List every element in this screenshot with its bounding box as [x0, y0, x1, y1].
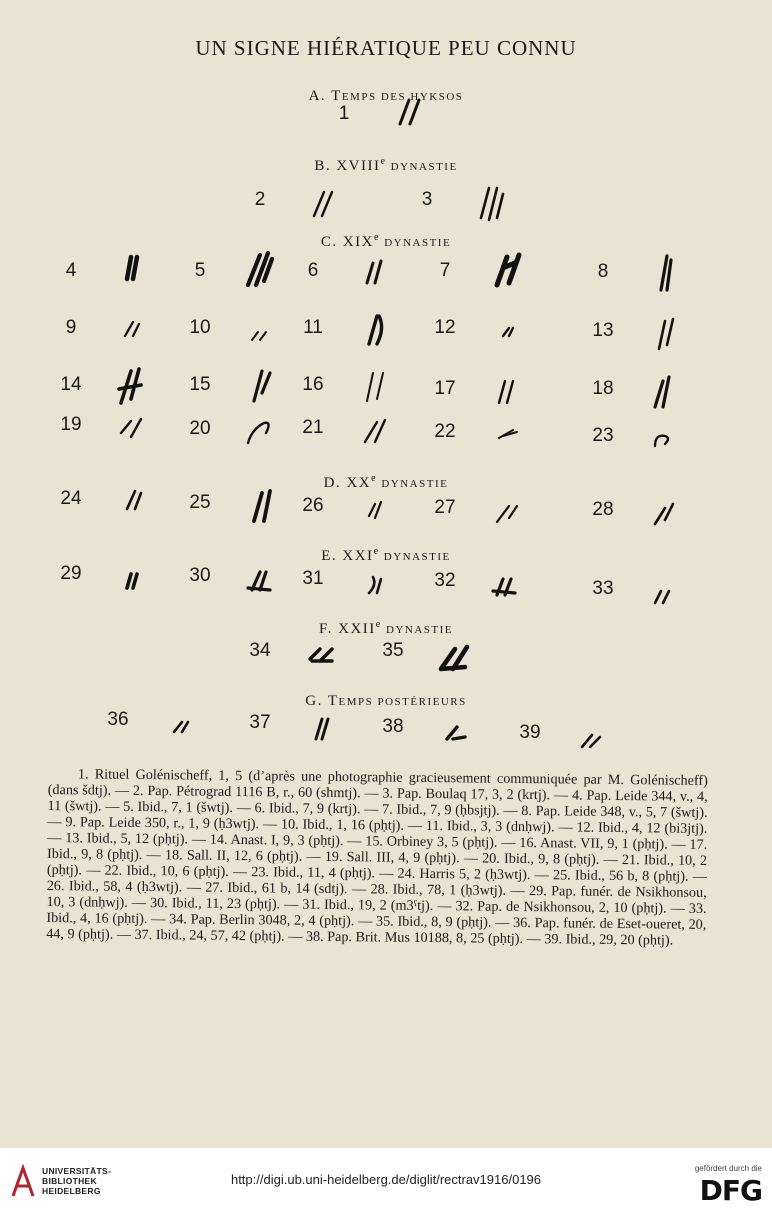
hieratic-stroke — [369, 316, 382, 344]
hieratic-sign-icon — [641, 484, 685, 532]
hieratic-sign-icon — [298, 697, 342, 745]
permalink[interactable]: http://digi.ub.uni-heidelberg.de/diglit/rectrav1916/0196 — [230, 1172, 542, 1187]
hieratic-stroke — [316, 719, 328, 739]
section-label-rest: YKSOS — [419, 91, 464, 103]
sign-number: 9 — [65, 317, 77, 338]
hieratic-sign-icon — [109, 399, 153, 447]
hieratic-sign-icon — [641, 410, 685, 458]
sign-number: 1 — [338, 103, 350, 124]
hieratic-sign-icon — [238, 245, 282, 293]
hieratic-stroke — [655, 377, 669, 407]
funder-label: gefördert durch die — [694, 1164, 762, 1173]
hieratic-stroke — [369, 502, 381, 518]
section-superscript: e — [373, 546, 380, 557]
section-label: DYNASTIE — [379, 237, 452, 249]
hieratic-stroke — [127, 257, 137, 279]
sign-number: 16 — [302, 374, 324, 395]
hieratic-stroke — [582, 735, 600, 747]
hieratic-stroke — [127, 574, 137, 588]
sign-number: 36 — [107, 709, 129, 730]
hieratic-sign-icon — [465, 174, 509, 222]
sign-number: 25 — [189, 492, 211, 513]
hieratic-sign-icon — [156, 694, 200, 742]
hieratic-sign-icon — [483, 245, 527, 293]
sign-number: 28 — [592, 499, 614, 520]
section-label: DYNASTIE — [386, 161, 458, 173]
hieratic-sign-icon — [238, 302, 282, 350]
section-heading: C. XIXe DYNASTIE — [320, 232, 452, 250]
hieratic-stroke — [314, 192, 332, 216]
section-label-initial: H — [410, 91, 420, 103]
hieratic-sign-icon — [483, 555, 527, 603]
hieratic-sign-icon — [298, 625, 342, 673]
sign-number: 30 — [189, 565, 211, 586]
hieratic-sign-icon — [238, 550, 282, 598]
sign-number: 20 — [189, 418, 211, 439]
sign-number: 17 — [434, 378, 456, 399]
sign-number: 2 — [254, 189, 266, 210]
sign-number: 15 — [189, 374, 211, 395]
hieratic-stroke — [503, 328, 513, 336]
sign-number: 32 — [434, 570, 456, 591]
hieratic-stroke — [447, 727, 465, 739]
sign-number: 3 — [421, 189, 433, 210]
sign-number: 24 — [60, 488, 82, 509]
section-label-initial: D — [380, 91, 391, 103]
hieratic-stroke — [310, 649, 332, 661]
hieratic-sign-icon — [351, 402, 395, 450]
hieratic-sign-icon — [238, 477, 282, 525]
sign-number: 18 — [592, 378, 614, 399]
sign-number: 6 — [307, 260, 319, 281]
section-label-initial: P — [377, 696, 386, 708]
hieratic-sign-icon — [238, 359, 282, 407]
hieratic-stroke — [119, 369, 141, 403]
hieratic-stroke — [655, 436, 668, 446]
sign-number: 11 — [303, 317, 323, 338]
hieratic-stroke — [127, 491, 141, 509]
hieratic-sign-icon — [483, 302, 527, 350]
hieratic-stroke — [254, 491, 270, 521]
hieratic-sign-icon — [351, 480, 395, 528]
section-label-initial: T — [331, 88, 342, 104]
sign-number: 29 — [60, 563, 82, 584]
hieratic-stroke — [659, 319, 673, 349]
section-label: DYNASTIE — [379, 551, 451, 563]
sign-number: 14 — [60, 374, 82, 395]
section-heading: G. TEMPS POSTÉRIEURS — [305, 693, 467, 709]
hieratic-sign-icon — [382, 88, 426, 136]
hieratic-stroke — [174, 722, 188, 732]
hieratic-stroke — [497, 255, 519, 285]
hieratic-sign-icon — [431, 701, 475, 749]
section-heading: A. TEMPS DES HYKSOS — [308, 88, 464, 104]
hieratic-sign-icon — [109, 245, 153, 293]
section-label: DYNASTIE — [381, 624, 453, 636]
section-superscript: e — [380, 156, 387, 167]
dfg-logo: DFG — [699, 1174, 762, 1207]
section-label-initial: T — [327, 693, 339, 709]
sign-number: 12 — [434, 317, 456, 338]
library-name: UNIVERSITÄTS- BIBLIOTHEK HEIDELBERG — [42, 1166, 112, 1196]
viewer-footer — [0, 1148, 772, 1214]
hieratic-sign-icon — [298, 174, 342, 222]
sign-number: 23 — [592, 425, 614, 446]
sign-number: 21 — [302, 417, 324, 438]
hieratic-stroke — [499, 430, 517, 438]
section-heading: B. XVIIIe DYNASTIE — [314, 156, 458, 174]
sign-number: 5 — [194, 260, 206, 281]
hieratic-sign-icon — [351, 553, 395, 601]
hieratic-stroke — [369, 577, 381, 593]
sign-number: 8 — [597, 261, 609, 282]
section-heading: D. XXe DYNASTIE — [323, 473, 449, 491]
sign-number: 4 — [65, 260, 77, 281]
hieratic-sign-icon — [568, 707, 612, 755]
hieratic-stroke — [254, 371, 270, 401]
hieratic-sign-icon — [109, 302, 153, 350]
section-label-rest: EMPS — [341, 91, 381, 103]
section-label-rest: OSTÉRIEURS — [385, 696, 467, 708]
sign-number: 37 — [249, 712, 271, 733]
page-title: UN SIGNE HIÉRATIQUE PEU CONNU — [195, 36, 577, 60]
hieratic-stroke — [481, 188, 503, 220]
hieratic-stroke — [367, 373, 383, 401]
hieratic-stroke — [367, 261, 381, 283]
section-label-rest: ES — [390, 91, 411, 103]
hieratic-sign-icon — [641, 563, 685, 611]
hieratic-stroke — [493, 579, 515, 595]
hieratic-sign-icon — [351, 302, 395, 350]
hieratic-sign-icon — [238, 403, 282, 451]
sign-number: 35 — [382, 640, 404, 661]
hieratic-stroke — [655, 591, 669, 603]
hieratic-stroke — [661, 256, 671, 290]
hieratic-sign-icon — [109, 548, 153, 596]
section-label: DYNASTIE — [377, 478, 449, 490]
hieratic-stroke — [497, 506, 517, 522]
section-superscript: e — [371, 473, 378, 484]
hieratic-stroke — [400, 100, 419, 124]
hieratic-stroke — [248, 423, 269, 443]
section-heading: F. XXIIe DYNASTIE — [319, 619, 453, 637]
sign-number: 7 — [439, 260, 451, 281]
hieratic-stroke — [248, 253, 272, 285]
section-label-rest: EMPS — [338, 696, 378, 708]
hieratic-stroke — [252, 332, 266, 340]
hieratic-sign-icon — [483, 406, 527, 454]
sign-number: 19 — [60, 414, 82, 435]
sign-number: 26 — [302, 495, 324, 516]
hieratic-stroke — [499, 381, 513, 403]
hieratic-stroke — [121, 419, 141, 437]
section-superscript: e — [373, 232, 380, 243]
hieratic-stroke — [365, 420, 385, 442]
hieratic-sign-icon — [109, 473, 153, 521]
hieratic-stroke — [441, 647, 467, 669]
hieratic-stroke — [655, 504, 673, 524]
hieratic-sign-icon — [351, 359, 395, 407]
sign-number: 31 — [302, 568, 324, 589]
footnotes — [46, 766, 708, 949]
sign-number: 34 — [249, 640, 271, 661]
sign-number: 27 — [434, 497, 456, 518]
hieratic-sign-icon — [483, 363, 527, 411]
sign-number: 10 — [189, 317, 211, 338]
hieratic-sign-icon — [641, 363, 685, 411]
hieratic-stroke — [248, 572, 270, 590]
section-superscript: e — [375, 619, 382, 630]
hieratic-sign-icon — [483, 482, 527, 530]
sign-number: 38 — [382, 716, 404, 737]
sign-number: 39 — [519, 722, 541, 743]
section-heading: E. XXIe DYNASTIE — [321, 546, 451, 564]
sign-number: 33 — [592, 578, 614, 599]
sign-number: 22 — [434, 421, 456, 442]
sign-number: 13 — [592, 320, 614, 341]
hieratic-sign-icon — [351, 245, 395, 293]
hieratic-sign-icon — [641, 246, 685, 294]
footnote-text: 1. Rituel Golénischeff, 1, 5 (d’après une photographie gracieusement communiquée par M. Golénischeff) (dans šdtj). — 2. Pap. Pétrograd 1116 B, r., 60 (shmtj). — 3. Pap. Boulaq 17, 3, 2 (krtj). — 4. Pap. Leide 344, v., 4, 11 (šwtj). — 5. Ibid., 7, 1 (šwtj). — 6. Ibid., 7, 9 (krtj). — 7. Ibid., 7, 9 (ḥbsjtj). — 8. Pap. Leide 348, v., 5, 7 (šwtj). — 9. Pap. Leide 350, r., 1, 9 (ḥ3wtj). — 10. Ibid., 1, 16 (pḥtj). — 11. Ibid., 3, 3 (dnḥwj). — 12. Ibid., 4, 12 (bi3jtj). — 13. Ibid., 5, 12 (pḥtj). — 14. Anast. I, 9, 3 (pḥtj). — 15. Orbiney 3, 5 (pḥtj). — 16. Anast. VII, 9, 1 (pḥtj). — 17. Ibid., 9, 8 (pḥtj). — 18. Sall. II, 12, 6 (pḥtj). — 19. Sall. III, 4, 9 (pḥtj). — 20. Ibid., 9, 8 (pḥtj). — 21. Ibid., 10, 2 (pḥtj). — 22. Ibid., 10, 6 (pḥtj). — 23. Ibid., 11, 4 (pḥtj). — 24. Harris 5, 2 (ḥ3wtj). — 25. Ibid., 56 b, 8 (pḥtj). — 26. Ibid., 58, 4 (ḥ3wtj). — 27. Ibid., 61 b, 14 (sdtj). — 28. Ibid., 78, 1 (ḥ3wtj). — 29. Pap. funér. de Nsikhonsou, 10, 3 (dnḥwj). — 30. Ibid., 11, 23 (pḥtj). — 31. Ibid., 19, 2 (m3ˁtj). — 32. Pap. de Nsikhonsou, 2, 10 (pḥtj). — 33. Ibid., 4, 16 (pḥtj). — 34. Pap. Berlin 3048, 2, 4 (pḥtj). — 35. Ibid., 8, 9 (pḥtj). — 36. Pap. funér. de Eset-oueret, 20, 44, 9 (pḥtj). — 37. Ibid., 24, 57, 42 (pḥtj). — 38. Pap. Brit. Mus 10188, 8, 25 (pḥtj). — 39. Ibid., 29, 20 (pḥtj). — [46, 766, 708, 949]
hieratic-stroke — [125, 322, 139, 336]
hieratic-sign-icon — [431, 625, 475, 673]
hieratic-sign-icon — [641, 305, 685, 353]
